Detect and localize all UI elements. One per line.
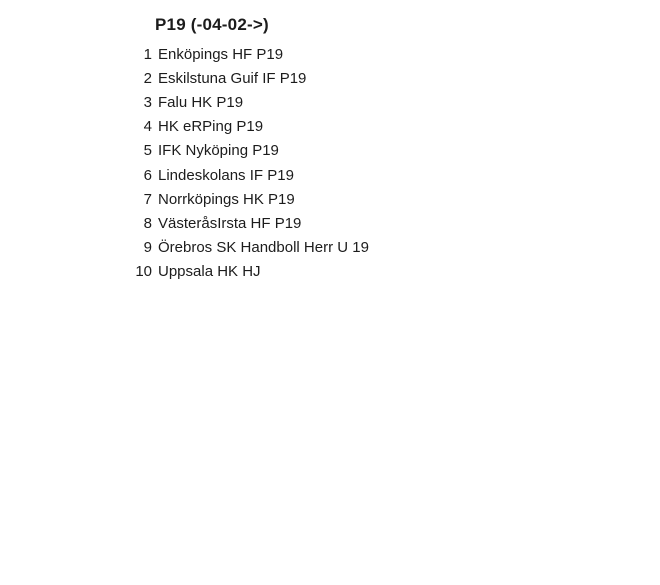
team-rank: 3 [143,93,152,111]
team-name: VästeråsIrsta HF P19 [158,214,302,232]
team-name: Uppsala HK HJ [158,263,261,281]
team-row [0,66,369,90]
team-row [0,115,369,139]
team-row [0,187,369,211]
team-name: Örebros SK Handboll Herr U 19 [158,239,369,257]
team-rank: 1 [143,45,152,63]
team-name: HK eRPing P19 [158,118,264,136]
page-title: P19 (-04-02->) [155,15,269,34]
team-rank: 9 [143,239,152,257]
team-name: Enköpings HF P19 [158,45,284,63]
team-name: Lindeskolans IF P19 [158,166,294,184]
team-rank: 6 [143,166,152,184]
team-row [0,211,369,235]
team-row [0,163,369,187]
team-list [0,42,369,284]
team-rank: 8 [143,214,152,232]
team-name: Eskilstuna Guif IF P19 [158,69,307,87]
team-rank: 4 [143,118,152,136]
team-row [0,139,369,163]
team-row [0,236,369,260]
team-rank: 2 [143,69,152,87]
team-name: Norrköpings HK P19 [158,190,295,208]
team-row [0,90,369,114]
team-rank: 7 [143,190,152,208]
team-name: IFK Nyköping P19 [158,142,279,160]
team-rank: 5 [143,142,152,160]
team-name: Falu HK P19 [158,93,244,111]
team-row [0,260,369,284]
team-rank: 10 [135,263,152,281]
team-row [0,42,369,66]
